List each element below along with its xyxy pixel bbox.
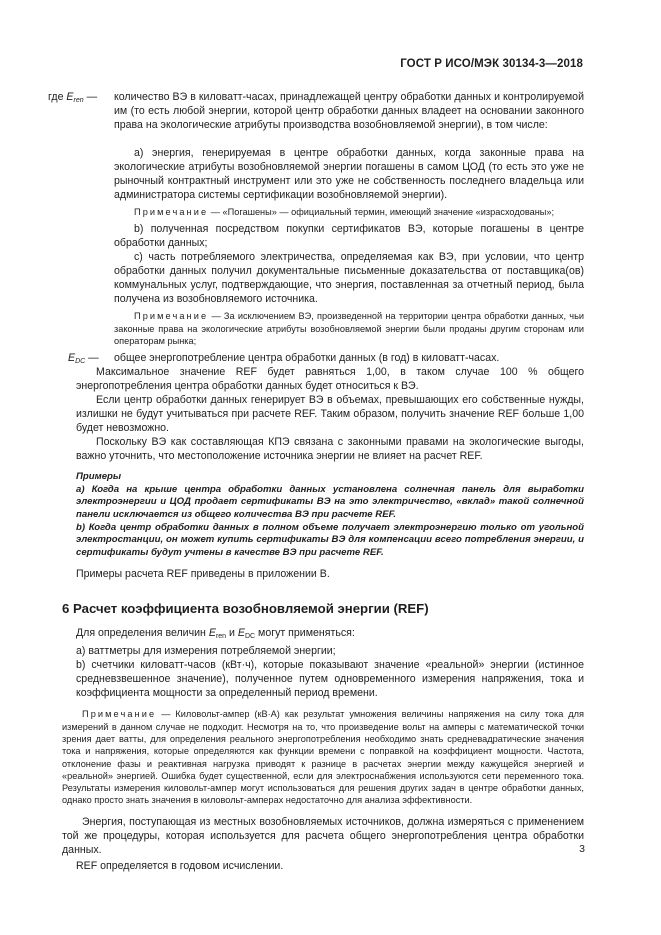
edc-text: общее энергопотребление центра обработки данных (в год) в киловатт-часах. xyxy=(114,352,500,365)
section-6-item-a: а) ваттметры для измерения потребляемой энергии; xyxy=(76,645,336,658)
examples-block xyxy=(76,471,584,559)
eren-definition xyxy=(48,90,584,146)
note-2-text: — За исключением ВЭ, произведенной на территории центра обработки данных, чьи законные права на экологические атрибуты возобновляемой энергии были проданы другим сторонам или операторам рынка; xyxy=(114,311,584,346)
section-6-note-label: Примечание xyxy=(82,709,157,720)
paragraph-annual: REF определяется в годовом исчислении. xyxy=(76,859,284,872)
note-2 xyxy=(114,310,584,347)
paragraph-local-sources: Энергия, поступающая из местных возобновляемых источников, должна измеряться с применением той же процедуры, которая используется для расчета общего энергопотребления центра обработки данных. xyxy=(62,815,584,856)
edc-subscript: DC xyxy=(75,358,86,366)
intro-part-b: и xyxy=(229,627,235,640)
intro-part-c: могут применяться: xyxy=(258,627,355,640)
item-c: с) часть потребляемого электричества, определяемая как ВЭ, при условии, что центр обработки данных получил документальные письменные доказательства от поставщика(ов) коммунальных услуг, подтверждающие, что энергия, поставленная за отчетный период, была получена из возобновляемого источника. xyxy=(114,251,584,306)
section-6-note xyxy=(62,708,584,806)
eren-text: количество ВЭ в киловатт-часах, принадлежащей центру обработки данных и контролируемой им (то есть любой энергии, которой центр обработки данных владеет на основании законного права на экологические атрибуты производства возобновляемой энергии), в том числе: xyxy=(114,91,584,131)
eren-subscript: ren xyxy=(73,97,84,104)
eren-items xyxy=(76,146,584,347)
page-number: 3 xyxy=(579,843,585,855)
examples-appendix-reference: Примеры расчета REF приведены в приложении В. xyxy=(76,568,330,581)
note-2-label: Примечание xyxy=(134,311,209,322)
eren-dash: — xyxy=(86,91,98,103)
note-1-label: Примечание xyxy=(134,207,209,217)
examples-title: Примеры xyxy=(76,471,122,483)
note-1 xyxy=(114,206,584,218)
section-6-note-text: — Киловольт-ампер (кВ·А) как результат умножения величины напряжения на силу тока для измерений в данном случае не подходит. Несмотря на то, что произведение вольт на амперы с математической точки зрения дает ватты, для определения реального энергопотребления необходимо знать средневадратические значения тока и напряжения, которые определяются как функции времени с поправкой на коэффициент мощности. Частота, отклонение фазы и реактивная нагрузка приводят к разнице в расчетах энергии между кажущейся энергией и «реальной» энергией. Ошибка будет существенной, если для электроснабжения используются сети переменного тока. Результаты измерения киловольт-ампер могут использоваться для решения других задач в центре обработки данных, однако просто знать значения в киловольт-амперах недостаточно для анализа эффективности. xyxy=(62,709,584,806)
edc-term xyxy=(68,351,99,369)
intro-part-a: Для определения величин xyxy=(76,627,206,640)
section-6-title: 6 Расчет коэффициента возобновляемой энергии (REF) xyxy=(62,601,429,617)
paragraph-surplus: Если центр обработки данных генерирует ВЭ в объемах, превышающих его собственные нужды, излишки не будут учитываться при расчете REF. Таким образом, получить значение REF больше 1,00 будет невозможно. xyxy=(76,394,584,435)
edc-symbol: E xyxy=(68,352,76,365)
item-b: b) полученная посредством покупки сертификатов ВЭ, которые погашены в центре обработки данных; xyxy=(114,223,584,250)
where-word: где xyxy=(48,91,64,103)
eren-term xyxy=(48,90,97,108)
eren-symbol: E xyxy=(66,91,74,103)
section-6-intro: Для определения величин $E_{ren}$ и $E_{DC}$ могут применяться: xyxy=(76,627,355,641)
item-a: а) энергия, генерируемая в центре обработки данных, когда законные права на экологические атрибуты возобновляемой энергии погашены в самом ЦОД (то есть это уже не рыночный контрактный инструмент или это уже не собственность последнего владельца или администратора системы сертификации возобновляемой энергии). xyxy=(114,147,584,201)
edc-definition xyxy=(68,351,584,366)
example-a: а) Когда на крыше центра обработки данных установлена солнечная панель для выработки электроэнергии и ЦОД продает сертификаты ВЭ на это электричество, «вклад» такой солнечной панели исключается из общего количества ВЭ при расчете REF. xyxy=(76,483,584,520)
paragraph-max-ref: Максимальное значение REF будет равняться 1,00, в таком случае 100 % общего энергопотребления центра обработки данных будет относиться к ВЭ. xyxy=(76,366,584,393)
example-b: b) Когда центр обработки данных в полном объеме получает электроэнергию только от угольной электростанции, он может купить сертификаты ВЭ для компенсации всего потребления энергии, и сертификаты будут учтены в качестве ВЭ при расчете REF. xyxy=(76,521,584,558)
paragraph-location: Поскольку ВЭ как составляющая КПЭ связана с законными правами на экологические выгоды, важно уточнить, что местоположение источника энергии не влияет на расчет REF. xyxy=(76,436,584,463)
document-body xyxy=(48,90,584,873)
section-6-item-b: b) счетчики киловатт-часов (кВт·ч), которые показывают значение «реальной» энергии (истинное средневзвешенное значение), полученное путем одновременного измерения напряжения, тока и коэффициента мощности за определенный период времени. xyxy=(76,659,584,700)
note-1-text: — «Погашены» — официальный термин, имеющий значение «израсходованы»; xyxy=(210,207,555,217)
standard-header: ГОСТ Р ИСО/МЭК 30134-3—2018 xyxy=(400,58,583,70)
edc-dash: — xyxy=(88,352,99,365)
